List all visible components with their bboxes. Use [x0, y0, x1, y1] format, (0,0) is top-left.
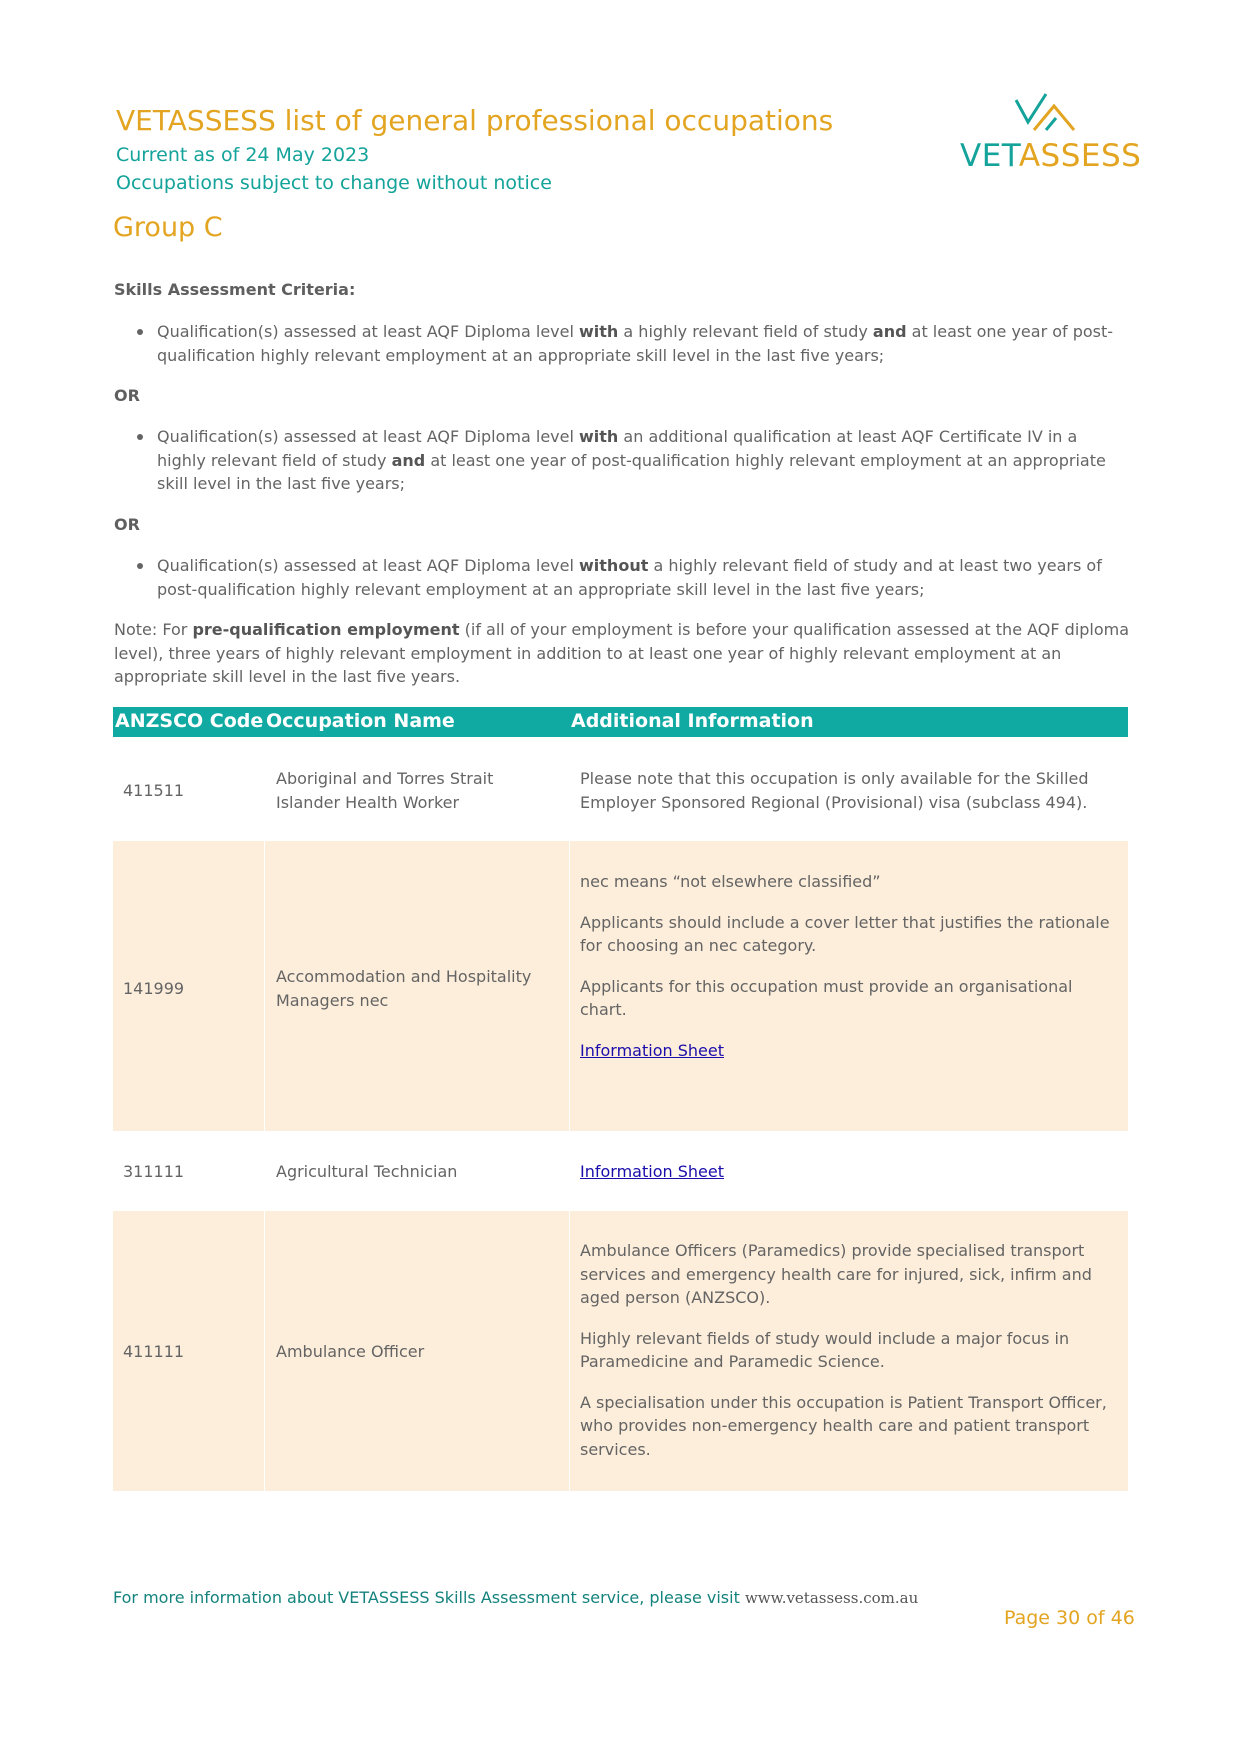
header-occupation-name: Occupation Name	[266, 710, 455, 732]
row-occupation-name: Accommodation and Hospitality Managers nec	[276, 967, 532, 1010]
row-code: 141999	[123, 979, 185, 998]
document-title: VETASSESS list of general professional occupations	[116, 104, 834, 137]
row-occupation-name: Aboriginal and Torres Strait Islander Health Worker	[276, 769, 494, 812]
vetassess-logo	[960, 92, 1140, 182]
criteria-bullet-1: Qualification(s) assessed at least AQF Diploma level with a highly relevant field of study and at least one year of post-qualification highly relevant employment at an appropriate skill level in the last five years;	[157, 320, 1127, 367]
logo-wordmark	[960, 138, 1141, 174]
info-paragraph: A specialisation under this occupation is Patient Transport Officer, who provides non-emergency health care and patient transport services.	[580, 1392, 1107, 1459]
row-code: 411511	[123, 781, 185, 800]
logo-text-vet: VET	[960, 138, 1019, 174]
or-separator-2: OR	[114, 515, 140, 534]
table-row	[113, 1211, 1128, 1491]
page-number: Page 30 of 46	[1004, 1607, 1135, 1629]
change-notice: Occupations subject to change without notice	[116, 172, 552, 194]
info-paragraph: Ambulance Officers (Paramedics) provide specialised transport services and emergency health care for injured, sick, infirm and aged person (ANZSCO).	[580, 1241, 1092, 1307]
group-heading: Group C	[113, 212, 223, 243]
footer-info: For more information about VETASSESS Skills Assessment service, please visit www.vetassess.com.au	[113, 1588, 919, 1607]
row-occupation-name: Agricultural Technician	[276, 1162, 458, 1181]
footer-url[interactable]: www.vetassess.com.au	[744, 1589, 919, 1607]
info-paragraph: Applicants for this occupation must provide an organisational chart.	[580, 976, 1073, 1019]
criteria-bullet-2: Qualification(s) assessed at least AQF Diploma level with an additional qualification at least AQF Certificate IV in a highly relevant field of study and at least one year of post-qualification highly relevant employment at an appropriate skill level in the last five years;	[157, 425, 1127, 496]
info-paragraph: Applicants should include a cover letter that justifies the rationale for choosing an nec category.	[580, 912, 1110, 955]
current-as-of: Current as of 24 May 2023	[116, 144, 370, 166]
info-paragraph: nec means “not elsewhere classified”	[580, 872, 881, 891]
row-additional-info	[580, 870, 1120, 1062]
header-anzsco-code: ANZSCO Code	[115, 710, 264, 732]
criteria-heading: Skills Assessment Criteria:	[114, 280, 356, 299]
table-row	[113, 1131, 1128, 1211]
row-additional-info	[580, 767, 1120, 814]
info-paragraph: Highly relevant fields of study would include a major focus in Paramedicine and Paramedic Science.	[580, 1328, 1070, 1371]
table-row	[113, 841, 1128, 1131]
table-header	[113, 707, 1128, 737]
row-additional-info	[580, 1239, 1120, 1461]
checkmark-roof-icon	[960, 92, 1140, 142]
information-sheet-link[interactable]: Information Sheet	[580, 1040, 724, 1060]
header-additional-information: Additional Information	[571, 710, 814, 732]
logo-text-assess: ASSESS	[1018, 138, 1142, 174]
criteria-bullet-3: Qualification(s) assessed at least AQF Diploma level without a highly relevant field of study and at least two years of post-qualification highly relevant employment at an appropriate skill level in the last five years;	[157, 554, 1127, 601]
row-additional-info	[580, 1160, 1120, 1184]
row-code: 411111	[123, 1342, 185, 1361]
row-code: 311111	[123, 1162, 185, 1181]
information-sheet-link[interactable]: Information Sheet	[580, 1162, 724, 1181]
pre-qualification-note: Note: For pre-qualification employment (if all of your employment is before your qualification assessed at the AQF diploma level), three years of highly relevant employment in addition to at least one year of highly relevant employment at an appropriate skill level in the last five years.	[114, 620, 1130, 686]
or-separator-1: OR	[114, 386, 140, 405]
row-occupation-name: Ambulance Officer	[276, 1342, 425, 1361]
info-paragraph: Please note that this occupation is only available for the Skilled Employer Sponsored Regional (Provisional) visa (subclass 494).	[580, 769, 1089, 812]
occupation-table	[113, 707, 1128, 1491]
table-row	[113, 737, 1128, 841]
